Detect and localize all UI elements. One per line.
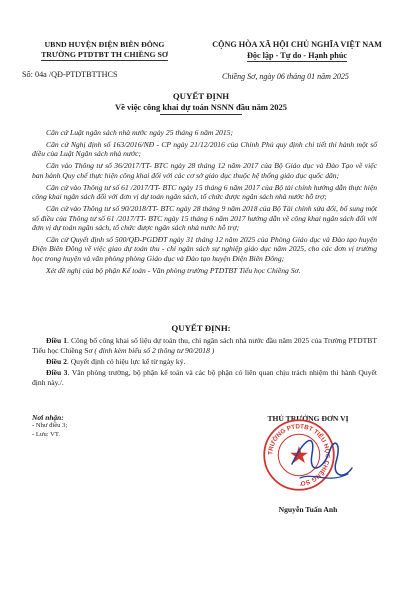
preamble-item: Xét đề nghị của bộ phận Kế toán - Văn phòng trường PTDTBT Tiểu học Chiềng Sơ. (46, 265, 301, 275)
article-note: ( đính kèm biểu số 2 thông tư 90/2018 ) (94, 345, 215, 355)
nation-line-2: Độc lập - Tự do - Hạnh phúc (247, 51, 347, 63)
preamble-item: Căn cứ vào Thông tư số 90/2018/TT- BTC ngày 28 tháng 9 năm 2018 của Bộ Tài chính sửa đổi, bổ sung một số điều của Thông tư số 61 /2017/TT- BTC ngày 15 tháng 6 năm 2017 hướng dẫn về công khai ngân sách đối với đơn vị dự toán ngân sách, tổ chức được ngân sách nhà nước hỗ trợ; (32, 203, 377, 233)
stamp-text: TRƯỜNG PTDTBT TIỂU HỌC CHIỀNG SƠ (267, 423, 331, 487)
recipients-list (32, 422, 67, 439)
issuing-org (12, 40, 197, 61)
handwritten-signature (286, 424, 356, 502)
nation-line-1: CỘNG HÒA XÃ HỘI CHỦ NGHĨA VIỆT NAM (212, 40, 382, 49)
article-text: . Công bố công khai số liệu dự toán thu, chi ngân sách nhà nước đầu năm 2025 của Trường PTDTBT Tiểu học Chiềng Sơ (32, 336, 377, 355)
preamble-item: Căn cứ Quyết định số 500/QĐ-PGDĐT ngày 31 tháng 12 năm 2025 của Phòng Giáo dục và Đào tạo huyện Điện Biên Đông về việc giao dự toán thu - chi ngân sách sự nghiệp giáo dục năm 2025, cho các đơn vị trường học trong huyện và văn phòng phòng Giáo dục và Đào tạo huyện Điện Biên Đông; (32, 234, 377, 264)
recipient-item: - Lưu: VT. (32, 430, 61, 438)
article-2 (32, 357, 377, 367)
org-line-2: TRƯỜNG PTDTBT TH CHIỀNG SƠ (41, 50, 168, 59)
document-title: QUYẾT ĐỊNH (172, 91, 230, 101)
preamble (32, 128, 377, 278)
article-3 (32, 368, 377, 387)
preamble-item: Căn cứ Nghị định số 163/2016/NĐ - CP ngày 21/12/2016 của Chính Phủ quy định chi tiết thi hành một số điều của Luật Ngân sách nhà nước; (32, 139, 377, 159)
article-label: Điều 2 (46, 356, 67, 366)
signer-name: Nguyễn Tuấn Anh (278, 505, 338, 514)
subtitle-rule (160, 114, 242, 115)
preamble-item: Căn cứ Luật ngân sách nhà nước ngày 25 tháng 6 năm 2015; (46, 128, 233, 137)
article-1 (32, 336, 377, 355)
articles (32, 336, 377, 389)
recipients-heading: Nơi nhận: (32, 413, 64, 422)
decision-heading: QUYẾT ĐỊNH: (171, 323, 231, 333)
article-label: Điều 1 (46, 336, 68, 345)
org-line-1: UBND HUYỆN ĐIỆN BIÊN ĐÔNG (44, 40, 165, 49)
document-number: Số: 04a /QĐ-PTDTBTTHCS (22, 70, 118, 79)
signature-title: THỦ TRƯỞNG ĐƠN VỊ (267, 414, 349, 423)
recipient-item: - Như điều 3; (32, 422, 68, 429)
preamble-item: Căn vào Thông tư số 36/2017/TT- BTC ngày 28 tháng 12 năm 2017 của Bộ Giáo dục và Đào Tạo về việc ban hành Quy chế thực hiện công khai đối với các cơ sở giáo dục thuộc hệ thống giáo dục quốc dân; (32, 161, 377, 180)
signature-stroke (292, 441, 352, 476)
document-subtitle: Về việc công khai dự toán NSNN đầu năm 2025 (114, 102, 288, 112)
article-text: . Văn phòng trường, bộ phận kế toán và các bộ phận có liên quan chịu trách nhiệm thi hành Quyết định này./. (32, 367, 377, 387)
preamble-item: Căn cứ vào Thông tư số 61 /2017/TT- BTC ngày 15 tháng 6 năm 2017 của Bộ tài chính hướng dẫn thực hiện công khai ngân sách đối với đơn vị dự toán ngân sách, tổ chức được ngân sách nhà nước hỗ trợ; (32, 182, 377, 202)
article-label: Điều 3 (46, 367, 68, 377)
article-text: . Quyết định có hiệu lực kể từ ngày ký. (66, 356, 186, 366)
place-date: Chiềng Sơ, ngày 06 tháng 01 năm 2025 (222, 72, 349, 81)
national-heading (198, 40, 396, 62)
